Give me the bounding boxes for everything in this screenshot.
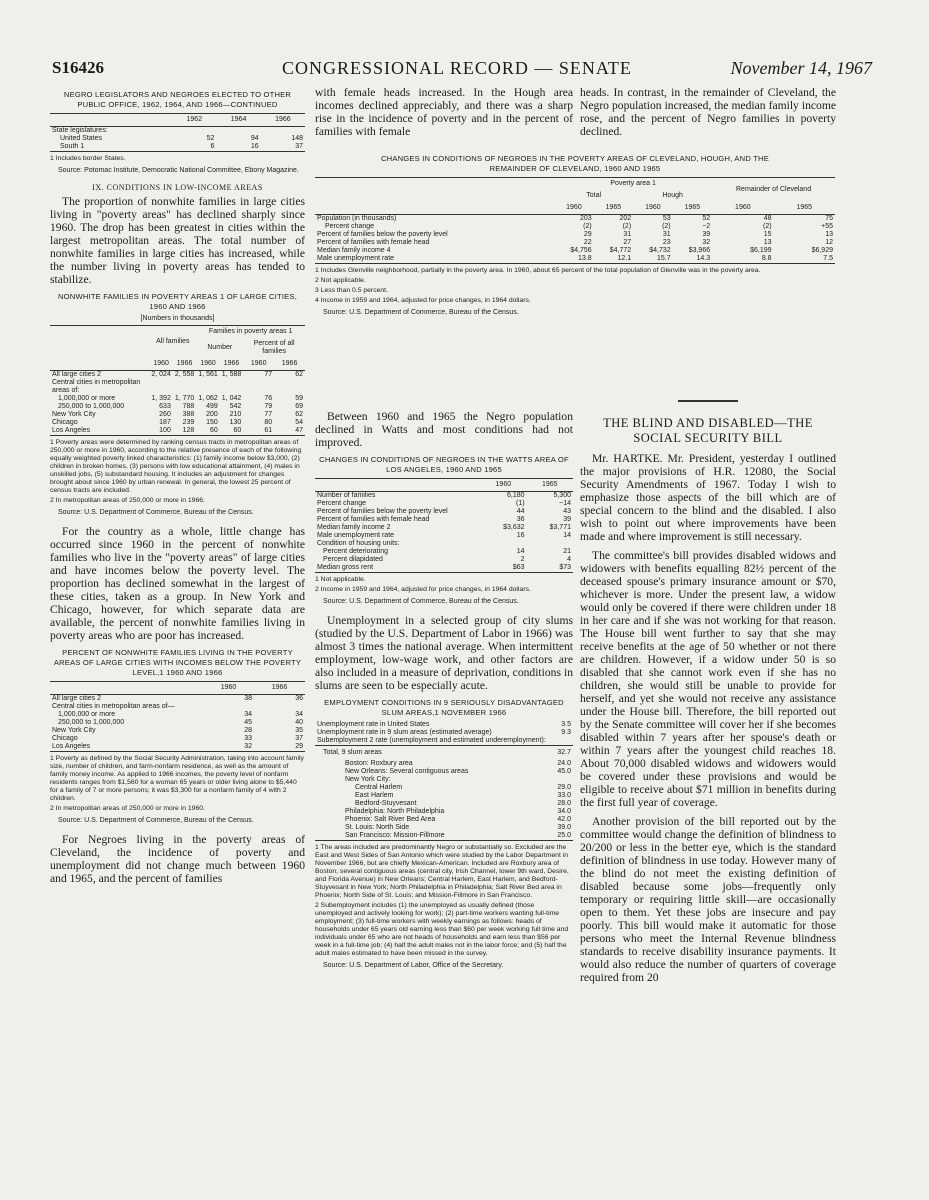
- table-row: Percent change (2) (2) (2) −2 (2) +55: [325, 223, 833, 230]
- footnote: 2 Subemployment includes (1) the unemployed as usually defined (those unemployed and actively looking for work); (2) part-time workers wanting full-time employment; (3) full-time workers with weekly earnings as follows: heads of households under 65 years old earning less than $60 per week working full time and individuals under 65 who are not heads of households and earn less than $56 per week in a full-time job; (4) half the adult males not in the labor force; and (5) half the adult males estimated to have been missed in the survey.: [315, 902, 569, 957]
- column-1: [50, 86, 305, 891]
- table-row: Los Angeles 100 128 60 60 61 47: [52, 427, 303, 434]
- table-row: Central Harlem 29.0: [355, 784, 571, 791]
- col-header: Number: [207, 344, 233, 351]
- table-row: Unemployment rate in 9 slum areas (estimated average) 9.3: [317, 729, 571, 736]
- table-row: New York City 260 388 200 210 77 62: [52, 411, 303, 418]
- paragraph: The proportion of nonwhite families in large cities living in "poverty areas" has declined sharply since 1960. The drop has been greatest in cities within the largest metropolitan areas. The total number of nonwhite families in large cities has increased, while the number living in poverty areas has tended to stabilize.: [50, 195, 305, 286]
- paragraph: Mr. HARTKE. Mr. President, yesterday I outlined the major provisions of H.R. 12080, the Social Security Amendments of 1967. Today I wish to emphasize those aspects of the bill which are of special concern to the blind and the disabled. I also wish to point out where improvements have been made and where improvement is still necessary.: [580, 452, 836, 543]
- table-row: Male unemployment rate 16 14: [317, 532, 571, 539]
- footnote: 2 In metropolitan areas of 250,000 or more in 1960.: [50, 805, 205, 812]
- table-poverty-percent: 1960 1966 All large cities 2 38 36 Central cities in metropolitan areas of— 1,000,000 or more 34 34 250,000 to 1,000,000 45 40 New York City 28 35 Chicago 33 37 Los Angeles 32 29: [50, 681, 305, 752]
- column-2: [315, 410, 573, 978]
- col-header: Hough: [662, 192, 683, 199]
- table-title: PERCENT OF NONWHITE FAMILIES LIVING IN THE POVERTY AREAS OF LARGE CITIES WITH INCOMES BELOW THE POVERTY LEVEL,1 1960 AND 1966: [53, 648, 302, 677]
- table-row: Percent of families below the poverty level 44 43: [317, 508, 571, 515]
- col-header: 1962: [186, 116, 203, 123]
- divider: [678, 400, 738, 402]
- column-3-top: [580, 86, 836, 144]
- table-row: Population (in thousands) 203 202 53 52 48 75: [317, 215, 833, 222]
- table-row: Total, 9 slum areas 32.7: [323, 749, 571, 756]
- footnote: 1 Includes Glenville neighborhood, partially in the poverty area. In 1960, about 65 percent of the total population of Glenville was in the poverty area.: [315, 267, 761, 274]
- table-row: East Harlem 33.0: [355, 792, 571, 799]
- column-2-top: [315, 86, 573, 144]
- table-row: Central cities in metropolitan areas of—: [52, 703, 175, 710]
- table-row: All large cities 2 38 36: [52, 695, 303, 702]
- table-row: Philadelphia: North Philadelphia 34.0: [345, 808, 571, 815]
- paragraph: Between 1960 and 1965 the Negro population declined in Watts and most conditions had not improved.: [315, 410, 573, 449]
- row-group: State legislatures:: [52, 127, 108, 134]
- table-row: New York City 28 35: [52, 727, 303, 734]
- footnote: 1 The areas included are predominantly Negro or substantially so. Excluded are the East and West Sides of San Antonio which were studied by the Labor Department in November 1966, but are chiefly Mexican-American. Included are Roxbury area of Boston; several contiguous areas (central city, Irish Channel, lower 9th ward, Desire, and Florida Avenue) in New Orleans; Central Harlem, East Harlem, and Bedford-Stuyvesant in New York; North Philadelphia in Philadelphia; Salt River Bed area in Phoenix; North Side of St. Louis; and Mission-Fillmore in San Francisco.: [315, 844, 569, 899]
- table-title: NONWHITE FAMILIES IN POVERTY AREAS 1 OF LARGE CITIES, 1960 AND 1966: [57, 292, 298, 311]
- table-row: New York City:: [345, 776, 391, 783]
- col-header: Remainder of Cleveland: [736, 186, 812, 193]
- col-header: Total: [586, 192, 602, 199]
- col-header: 1966: [275, 116, 291, 123]
- section-heading: IX. CONDITIONS IN LOW-INCOME AREAS: [92, 183, 263, 192]
- table-title: CHANGES IN CONDITIONS OF NEGROES IN THE POVERTY AREAS OF CLEVELAND, HOUGH, AND THE REMAINDER OF CLEVELAND, 1960 AND 1965: [380, 154, 769, 173]
- paragraph: heads. In contrast, in the remainder of Cleveland, the Negro population increased, the median family income rose, and the percent of Negro families in poverty declined.: [580, 86, 836, 138]
- source-note: Source: U.S. Department of Commerce, Bureau of the Census.: [58, 817, 254, 824]
- source-note: Source: U.S. Department of Commerce, Bureau of the Census.: [323, 309, 519, 316]
- col-header: 1964: [230, 116, 247, 123]
- footnote: 2 Income in 1959 and 1964, adjusted for price changes, in 1964 dollars.: [315, 586, 531, 593]
- table-row: Condition of housing units:: [317, 540, 400, 547]
- table-title: EMPLOYMENT CONDITIONS IN 9 SERIOUSLY DISADVANTAGED SLUM AREAS,1 NOVEMBER 1966: [324, 698, 564, 717]
- table-row: United States 52 94 148: [60, 135, 303, 142]
- table-row: Median gross rent $63 $73: [317, 564, 571, 571]
- cleveland-table-block: [315, 150, 835, 325]
- table-cleveland: Poverty area 1 Remainder of Cleveland Total Hough 1960 1965 1960 1965 1960 1965 Population (in thousands) 203 202 53 52 48 75 Percent change (2) (2) (2) −2 (2) +55 Percent of families below the poverty level 29 31 31 39 15 13 Percent of families with female head 22 27 23 32 13 12 Median family income 4 $4,756 $4,772 $4,732 $3,966 $6,199 $6,929 Male unemployment rate 13.8 12.1 15.7 14.3 8.8 7.5: [315, 177, 835, 264]
- paragraph: For Negroes living in the poverty areas of Cleveland, the incidence of poverty and unemployment did not change much between 1960 and 1965, and the percent of families: [50, 833, 305, 885]
- table-row: 250,000 to 1,000,000 45 40: [58, 719, 303, 726]
- table-title: CHANGES IN CONDITIONS OF NEGROES IN THE WATTS AREA OF LOS ANGELES, 1960 AND 1965: [319, 455, 569, 474]
- table-row: 250,000 to 1,000,000 633 788 499 542 79 69: [58, 403, 303, 410]
- table-row: Los Angeles 32 29: [52, 743, 303, 750]
- paragraph: For the country as a whole, little change has occurred since 1960 in the percent of nonwhite families who live in the "poverty areas" of large cities and have incomes below the poverty level. The proportion has declined somewhat in the largest of these cities, taken as a group. In New York and Chicago, however, for which separate data are available, the percent of nonwhite families living in poverty areas who are poor has increased.: [50, 525, 305, 642]
- page-header: [52, 58, 872, 80]
- table-row: Male unemployment rate 13.8 12.1 15.7 14.3 8.8 7.5: [317, 255, 833, 262]
- table-row: Phoenix: Salt River Bed Area 42.0: [345, 816, 571, 823]
- source-note: Source: U.S. Department of Labor, Office of the Secretary.: [323, 962, 504, 969]
- footnote: 1 Poverty as defined by the Social Security Administration, taking into account family size, number of children, and farm-nonfarm residence, as well as the amount of family money income. As applied to 1966 incomes, the poverty level of nonfarm residents ranges from $1,560 for a woman 65 years or older living alone to $5,440 for a family of 7 or more persons; it was $3,300 for a nonfarm family of 4 with 2 children.: [50, 755, 304, 802]
- table-title: NEGRO LEGISLATORS AND NEGROES ELECTED TO OTHER PUBLIC OFFICE, 1962, 1964, AND 1966—CONTINUED: [63, 90, 292, 109]
- column-3: [580, 400, 836, 990]
- table-nonwhite-families: All families Families in poverty areas 1 Number Percent of all families 1960 1966 1960 1966 1960 1966 All large cities 2 2, 024 2, 558 1, 561 1, 588 77 62 Central cities in metropolitan areas of: 1,000,000 or more 1, 392 1, 770 1, 062 1, 042 76 59 250,000 to 1,000,000 633 788 499 542 79 69 New York City 260 388 200 210 77 62 Chicago 187 239 150 130 80 54 Los Angeles 100 128 60 60 61 47: [50, 325, 305, 436]
- table-row: Chicago 33 37: [52, 735, 303, 742]
- table-row: South 1 6 16 37: [60, 143, 303, 150]
- table-row: 1,000,000 or more 1, 392 1, 770 1, 062 1, 042 76 59: [58, 395, 303, 402]
- table-row: Percent change (1) −14: [317, 500, 571, 507]
- paragraph: with female heads increased. In the Hough area incomes declined appreciably, and there was a sharp rise in the incidence of poverty and in the percent of families with female: [315, 86, 573, 138]
- table-row: Bedford-Stuyvesant 28.0: [355, 800, 571, 807]
- table-subtitle: [Numbers in thousands]: [140, 315, 215, 322]
- table-row: New Orleans: Several contiguous areas 45.0: [345, 768, 571, 775]
- table-slum-employment: [315, 721, 573, 841]
- table-row: Percent of families with female head 36 39: [317, 516, 571, 523]
- table-row: Unemployment rate in United States 3.5: [317, 721, 571, 728]
- table-row: Median family income 4 $4,756 $4,772 $4,732 $3,966 $6,199 $6,929: [317, 247, 833, 254]
- table-row: Percent dilapidated 2 4: [323, 556, 571, 563]
- source-note: Source: U.S. Department of Commerce, Bureau of the Census.: [323, 598, 519, 605]
- table-row: Percent of families with female head 22 27 23 32 13 12: [317, 239, 833, 246]
- table-row: Number of families 6,180 5,300: [317, 492, 571, 499]
- col-header: Poverty area 1: [610, 180, 656, 187]
- footnote: 3 Less than 0.5 percent.: [315, 287, 388, 294]
- table-row: All large cities 2 2, 024 2, 558 1, 561 1, 588 77 62: [52, 371, 303, 378]
- source-note: Source: U.S. Department of Commerce, Bureau of the Census.: [58, 509, 254, 516]
- source-note: Source: Potomac Institute, Democratic National Committee, Ebony Magazine.: [58, 167, 299, 174]
- table-legislators: [50, 113, 305, 152]
- page-number: S16426: [52, 58, 104, 77]
- table-row: Boston: Roxbury area 24.0: [345, 760, 571, 767]
- table-watts: 1960 1965 Number of families 6,180 5,300 Percent change (1) −14 Percent of families below the poverty level 44 43 Percent of families with female head 36 39 Median family income 2 $3,632 $3,771 Male unemployment rate 16 14 Condition of housing units: Percent deteriorating 14 21 Percent dilapidated 2 4 Median gross rent $63 $73: [315, 478, 573, 573]
- table-row: St. Louis: North Side 39.0: [345, 824, 571, 831]
- table-row: Chicago 187 239 150 130 80 54: [52, 419, 303, 426]
- table-row: 1,000,000 or more 34 34: [58, 711, 303, 718]
- paragraph: The committee's bill provides disabled widows and widowers with benefits equalling 82½ percent of the deceased spouse's primary insurance amount or $70, whichever is more. Under the present law, a widow would only be covered if there were children under 18 in her care and if she was not working for that reason. The House bill went further to say that she may receive benefits at the age of 50 whether or not there are children. However, if a widow under 50 is so disabled that she cannot work even if she has no children, she would still be unable to provide for herself, and yet she would not receive any assistance under the House bill. Therefore, the bill reported out by the Senate committee will cover her if she becomes disabled within 7 years after her spouse's death or within 7 years after the youngest child reaches 18. About 70,000 disabled widows and widowers would be covered under these provisions and would be eligible to receive about $71 million in benefits during the first full year of coverage.: [580, 549, 836, 809]
- paragraph: Unemployment in a selected group of city slums (studied by the U.S. Department of Labor in 1966) was almost 3 times the national average. When intermittent employment, low-wage work, and other factors are also included in a measure of deprivation, conditions in slums are seen to be especially acute.: [315, 614, 573, 692]
- footnote: 1 Not applicable.: [315, 576, 366, 583]
- issue-date: November 14, 1967: [730, 58, 872, 78]
- footnote: 2 In metropolitan areas of 250,000 or more in 1966.: [50, 497, 205, 504]
- table-row: San Francisco: Mission-Fillmore 25.0: [345, 832, 571, 839]
- table-row: Percent of families below the poverty level 29 31 31 39 15 13: [317, 231, 833, 238]
- col-header: Percent of all families: [253, 340, 295, 355]
- footnote: 1 Poverty areas were determined by ranking census tracts in metropolitan areas of 250,000 or more in 1960, according to the relative presence of each of the following equally weighted poverty linked characteristics: (1) family income below $3,000, (2) children in broken homes, (3) persons with low educational attainment, (4) males in unskilled jobs, (5) substandard housing. It includes an adjustment for changes brought about since 1960 by urban renewal. In general, the lowest 25 percent of census tracts are included.: [50, 439, 302, 494]
- col-header: All families: [156, 338, 190, 345]
- footnote: 4 Income in 1959 and 1964, adjusted for price changes, in 1964 dollars.: [315, 297, 531, 304]
- publication-title: CONGRESSIONAL RECORD — SENATE: [282, 58, 632, 78]
- article-heading: THE BLIND AND DISABLED—THE SOCIAL SECURITY BILL: [603, 416, 813, 445]
- table-row: Subemployment 2 rate (unemployment and estimated underemployment):: [317, 737, 546, 744]
- paragraph: Another provision of the bill reported out by the committee would change the definition of blindness to 20/200 or less in the better eye, which is the standard definition of blindness in use today. However many of the blind do not meet the existing definition of disabled because some jobs—frequently only temporary or requiring little skill—are occasionally open to them. Yet these jobs are insecure and pay poorly. This bill would make it automatic for those persons who meet the Internal Revenue blindness standards to receive disability insurance payments. It would also reduce the number of quarters of coverage required from 20: [580, 815, 836, 984]
- col-header: Families in poverty areas 1: [208, 328, 293, 335]
- footnote: 2 Not applicable.: [315, 277, 366, 284]
- table-row: Percent deteriorating 14 21: [323, 548, 571, 555]
- footnote: 1 Includes border States.: [50, 155, 126, 162]
- table-row: Central cities in metropolitan areas of:: [52, 379, 141, 394]
- table-row: Median family income 2 $3,632 $3,771: [317, 524, 571, 531]
